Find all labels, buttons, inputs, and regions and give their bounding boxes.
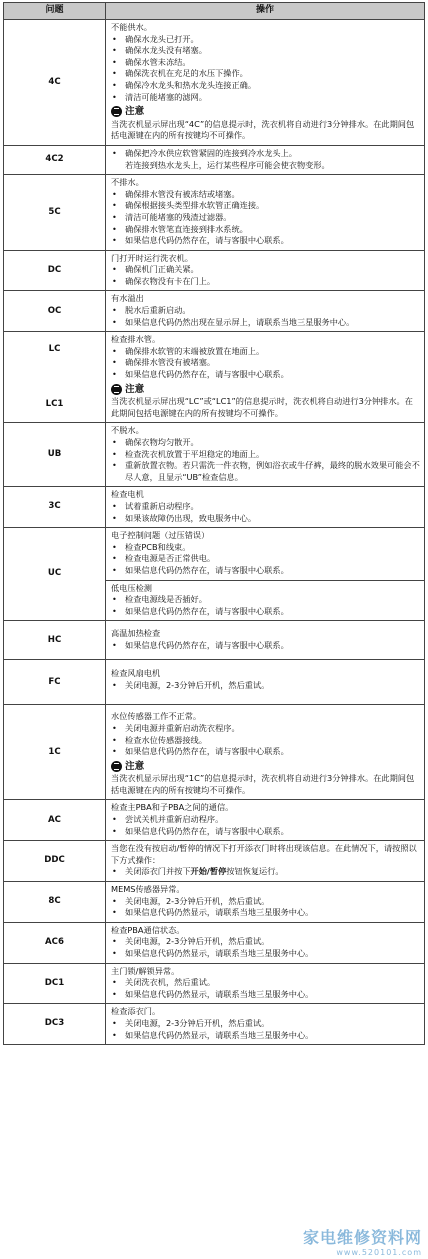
error-action (106, 660, 425, 705)
table-row (4, 487, 425, 528)
error-code: LC1 (45, 399, 64, 410)
error-action (106, 882, 425, 923)
watermark (303, 1225, 422, 1257)
action-bullet: • 检查电源是否正常供电。 (111, 553, 420, 565)
note-icon (111, 106, 122, 117)
error-action (106, 621, 425, 660)
table-row (4, 250, 425, 291)
code-spacer (4, 355, 105, 399)
action-bullet (111, 866, 420, 878)
action-bullet: • 如果信息代码仍然显示，请联系当地三星服务中心。 (111, 948, 420, 960)
action-text: 主门锁/解锁异常。 (111, 965, 180, 976)
action-bullet: • 确保洗衣机在充足的水压下操作。 (111, 68, 420, 80)
error-action (106, 800, 425, 841)
action-bullet: • 关闭电源，2-3分钟后开机，然后重试。 (111, 1018, 420, 1030)
table-row (4, 922, 425, 963)
action-bullet: • 关闭电源，2-3分钟后开机，然后重试。 (111, 896, 420, 908)
error-code: LC (48, 343, 61, 354)
watermark-url: www.520101.com (336, 1248, 422, 1257)
table-row (4, 20, 425, 146)
header-operation: 操作 (106, 3, 425, 20)
action-bullet: • 确保根据接头类型排水软管正确连接。 (111, 200, 420, 212)
action-text: 若连接到热水龙头上，运行某些程序可能会使衣物变形。 (125, 159, 330, 170)
error-action (106, 841, 425, 882)
action-text: 不脱水。 (111, 425, 144, 436)
error-code: DC3 (4, 1004, 106, 1045)
table-row (4, 660, 425, 705)
error-code-table-wrapper (3, 2, 425, 1045)
error-code: AC (4, 800, 106, 841)
action-bullet: • 关闭电源，2-3分钟后开机，然后重试。 (111, 936, 420, 948)
error-code: 4C2 (4, 145, 106, 174)
note-text: 当洗衣机显示屏出现“LC”或“LC1”的信息提示时，洗衣机将自动进行3分钟排水。在此期间包括电源键在内的所有按键均不可操作。 (111, 396, 413, 418)
action-bullet: • 确保水管未冻结。 (111, 57, 420, 69)
table-row (4, 882, 425, 923)
error-code-group (4, 332, 106, 423)
table-row (4, 528, 425, 621)
action-bullet: • 如果信息代码仍然显示，请联系当地三星服务中心。 (111, 907, 420, 919)
action-bullet: • 如果信息代码仍然存在，请与客服中心联系。 (111, 235, 420, 247)
action-bullet: • 尝试关机并重新启动程序。 (111, 814, 420, 826)
table-header-row (4, 3, 425, 20)
error-action (106, 528, 425, 621)
error-code: 8C (4, 882, 106, 923)
action-text: MEMS传感器异常。 (111, 884, 185, 895)
action-bullet: • 清洁可能堵塞的滤网。 (111, 92, 420, 104)
action-bullet: • 如果信息代码仍然显示，请联系当地三星服务中心。 (111, 989, 420, 1001)
action-bullet: • 试着重新启动程序。 (111, 501, 420, 513)
error-code: 3C (4, 487, 106, 528)
action-text: 检查电机 (111, 489, 144, 500)
action-text: 检查主PBA和子PBA之间的通信。 (111, 802, 234, 813)
action-bullet: • 检查PCB和线束。 (111, 542, 420, 554)
action-text: 不能供水。 (111, 22, 152, 32)
action-bullet: • 关闭洗衣机，然后重试。 (111, 977, 420, 989)
action-bullet: • 如果信息代码仍然存在，请与客服中心联系。 (111, 606, 420, 618)
error-action (106, 291, 425, 332)
action-text: 检查排水管。 (111, 334, 161, 345)
error-action (106, 1004, 425, 1045)
action-bullet: • 确保水龙头没有堵塞。 (111, 45, 420, 57)
error-action (106, 145, 425, 174)
action-bullet: • 脱水后重新启动。 (111, 305, 420, 317)
action-bullet: • 确保冷水龙头和热水龙头连接正确。 (111, 80, 420, 92)
table-row (4, 175, 425, 251)
action-bullet: • 确保水龙头已打开。 (111, 34, 420, 46)
start-pause-label: 开始/暂停 (190, 866, 227, 877)
action-bullet: • 如果信息代码仍然存在，请与客服中心联系。 (111, 565, 420, 577)
error-code: HC (4, 621, 106, 660)
error-action (106, 705, 425, 800)
table-row (4, 621, 425, 660)
header-problem: 问题 (4, 3, 106, 20)
action-text: 不排水。 (111, 177, 144, 188)
action-text: 高温加热检查 (111, 628, 161, 639)
error-action (106, 332, 425, 423)
error-action (106, 922, 425, 963)
action-text: 低电压检测 (111, 582, 152, 593)
action-text: 检查PBA通信状态。 (111, 924, 185, 935)
error-code: FC (4, 660, 106, 705)
action-bullet: • 如果信息代码仍然存在，请与客服中心联系。 (111, 826, 420, 838)
error-code: DC (4, 250, 106, 291)
table-row (4, 705, 425, 800)
table-row (4, 1004, 425, 1045)
note-text: 当洗衣机显示屏出现“1C”的信息提示时，洗衣机将自动进行3分钟排水。在此期间包括电源键在内的所有按键均不可操作。 (111, 773, 415, 795)
error-code: DDC (4, 841, 106, 882)
action-bullet: • 如果信息代码仍然存在，请与客服中心联系。 (111, 369, 420, 381)
action-bullet: • 确保排水管没有被堵塞。 (111, 357, 420, 369)
action-text: 门打开时运行洗衣机。 (111, 252, 193, 263)
action-text: 检查风扇电机 (111, 668, 161, 679)
error-action (106, 250, 425, 291)
action-bullet: • 确保衣物均匀散开。 (111, 437, 420, 449)
note-heading (111, 761, 420, 773)
error-code: 5C (4, 175, 106, 251)
error-code: UC (4, 528, 106, 621)
note-heading (111, 384, 420, 396)
action-text: 有水溢出 (111, 293, 144, 304)
note-icon (111, 384, 122, 395)
action-text: 水位传感器工作不正常。 (111, 711, 202, 722)
action-bullet: • 确保排水管没有被冻结或堵塞。 (111, 189, 420, 201)
watermark-text: 家电维修资料网 (302, 1228, 422, 1247)
table-row (4, 841, 425, 882)
action-bullet: • 如果信息代码仍然出现在显示屏上，请联系当地三星服务中心。 (111, 317, 420, 329)
action-bullet: • 如果信息代码仍然存在，请与客服中心联系。 (111, 746, 420, 758)
action-bullet: • 确保排水管笔直连接到排水系统。 (111, 224, 420, 236)
action-bullet: • 重新放置衣物。若只需洗一件衣物，例如浴衣或牛仔裤，最终的脱水效果可能会不尽人意，且显示“UB”检查信息。 (111, 460, 420, 483)
action-bullet: • 检查水位传感器接线。 (111, 735, 420, 747)
error-action (106, 423, 425, 487)
error-action (106, 20, 425, 146)
action-bullet: • 检查电源线是否插好。 (111, 594, 420, 606)
table-row (4, 423, 425, 487)
error-code: OC (4, 291, 106, 332)
error-action (106, 175, 425, 251)
action-bullet: • 如果该故障仍出现，致电服务中心。 (111, 513, 420, 525)
note-icon (111, 761, 122, 772)
action-bullet: • 清洁可能堵塞的残渣过滤器。 (111, 212, 420, 224)
note-title: 注意 (125, 106, 145, 118)
error-code: 1C (4, 705, 106, 800)
action-subsection (106, 580, 424, 618)
action-bullet: • 确保排水软管的末端被放置在地面上。 (111, 346, 420, 358)
action-bullet-post: 按钮恢复运行。 (226, 866, 284, 877)
action-bullet-pre: 关闭添衣门并按下 (125, 866, 191, 877)
error-code-table (3, 2, 425, 1045)
action-bullet: • 检查洗衣机放置于平坦稳定的地面上。 (111, 449, 420, 461)
table-row (4, 800, 425, 841)
action-bullet: • 如果信息代码仍然显示，请联系当地三星服务中心。 (111, 1030, 420, 1042)
table-row (4, 963, 425, 1004)
note-title: 注意 (125, 760, 145, 772)
note-title: 注意 (125, 383, 145, 395)
error-action (106, 487, 425, 528)
action-bullet: • 确保衣物没有卡在门上。 (111, 276, 420, 288)
action-bullet: • 关闭电源并重新启动洗衣程序。 (111, 723, 420, 735)
error-code: AC6 (4, 922, 106, 963)
action-bullet: • 关闭电源，2-3分钟后开机，然后重试。 (111, 680, 420, 692)
table-row (4, 291, 425, 332)
action-bullet: • 如果信息代码仍然存在，请与客服中心联系。 (111, 640, 420, 652)
table-row (4, 332, 425, 423)
note-heading (111, 106, 420, 118)
action-bullet: • 确保机门正确关紧。 (111, 264, 420, 276)
action-text: 电子控制问题（过压错误） (111, 530, 210, 541)
error-code: UB (4, 423, 106, 487)
error-action (106, 963, 425, 1004)
error-code: DC1 (4, 963, 106, 1004)
action-text: 当您在没有按启动/暂停的情况下打开添衣门时将出现该信息。在此情况下，请按照以下方式操作： (111, 843, 417, 865)
error-code: 4C (4, 20, 106, 146)
action-text: 检查添衣门。 (111, 1006, 161, 1017)
note-text: 当洗衣机显示屏出现“4C”的信息提示时，洗衣机将自动进行3分钟排水。在此期间包括电源键在内的所有按键均不可操作。 (111, 118, 415, 141)
table-row (4, 145, 425, 174)
action-bullet: • 确保把冷水供应软管紧固的连接到冷水龙头上。 (111, 148, 420, 160)
